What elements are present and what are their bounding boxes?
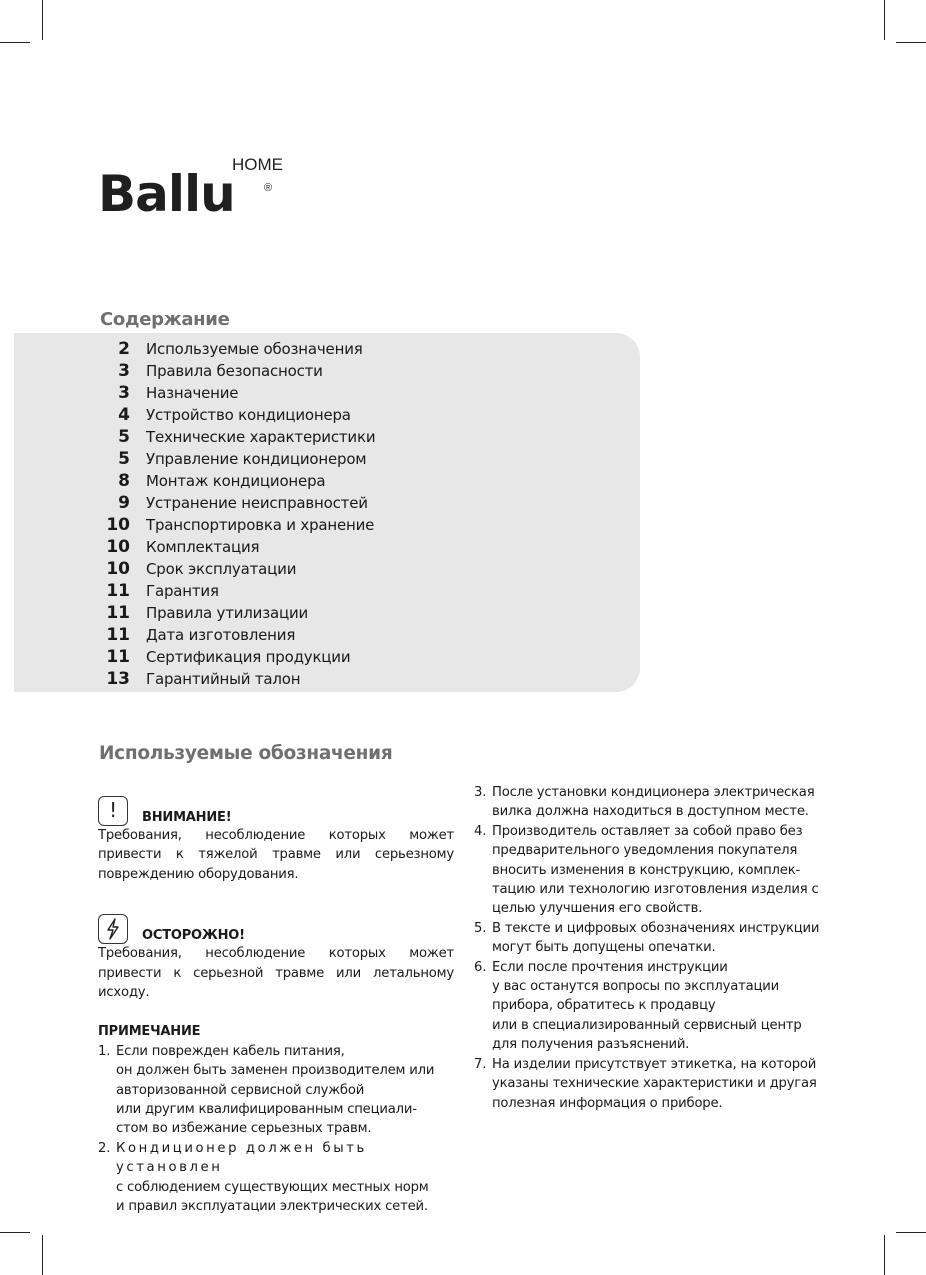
note-item-line: для получения разъяснений.	[492, 1037, 690, 1053]
contents-item	[96, 492, 375, 514]
contents-item-label: Правила утилизации	[146, 604, 309, 622]
contents-item-label: Срок эксплуатации	[146, 560, 297, 578]
contents-item-label: Правила безопасности	[146, 362, 323, 380]
contents-item	[96, 404, 375, 426]
brand-name: Ballu	[98, 165, 235, 223]
contents-item-label: Технические характеристики	[146, 428, 376, 446]
note-item-line: Производитель оставляет за собой право без	[492, 823, 803, 839]
note-item-line: полезная информация о приборе.	[492, 1095, 723, 1111]
contents-page-number: 2	[118, 339, 130, 359]
note-item-number: 6.	[474, 959, 487, 975]
contents-page-number: 11	[106, 625, 130, 645]
note-item-number: 1.	[98, 1043, 111, 1059]
contents-item-label: Транспортировка и хранение	[146, 516, 375, 534]
note-item-line: или другим квалифицированным специали-	[116, 1102, 417, 1118]
note-item-line: Если поврежден кабель питания,	[116, 1043, 345, 1059]
registered-mark: ®	[264, 182, 273, 194]
caution-title: ОСТОРОЖНО!	[142, 927, 245, 943]
contents-page-number: 4	[118, 405, 130, 425]
contents-item-label: Комплектация	[146, 538, 260, 556]
contents-item-label: Назначение	[146, 384, 239, 402]
contents-page-number: 10	[106, 515, 130, 535]
note-item-line: вилка должна находиться в доступном месте.	[492, 804, 809, 820]
contents-page-number: 5	[118, 449, 130, 469]
note-item-line: прибора, обратитесь к продавцу	[492, 998, 716, 1014]
contents-list	[96, 338, 375, 690]
note-item	[474, 783, 830, 822]
contents-item-label: Дата изготовления	[146, 626, 296, 644]
contents-item	[96, 624, 375, 646]
attention-text: Требования, несоблюдение которых может привести к тяжелой травме или серьезному повреждению оборудования.	[98, 828, 454, 882]
note-item-line: После установки кондиционера электрическая	[492, 785, 815, 800]
note-item	[98, 1042, 454, 1139]
contents-item	[96, 668, 375, 690]
attention-header	[98, 786, 454, 826]
contents-item	[96, 580, 375, 602]
crop-mark	[884, 1235, 885, 1275]
note-item-number: 2.	[98, 1140, 111, 1156]
note-title: ПРИМЕЧАНИЕ	[98, 1024, 201, 1040]
caution-text: Требования, несоблюдение которых может привести к серьезной травме или летальному исходу.	[98, 946, 454, 1001]
note-item-line: В тексте и цифровых обозначениях инструкции	[492, 920, 820, 936]
note-item-line: указаны технические характеристики и другая	[492, 1076, 817, 1092]
contents-item	[96, 382, 375, 404]
contents-title: Содержание	[100, 309, 230, 330]
contents-item	[96, 338, 375, 360]
note-item-number: 7.	[474, 1056, 487, 1072]
contents-item	[96, 360, 375, 382]
contents-page-number: 8	[118, 471, 130, 491]
contents-item-label: Устранение неисправностей	[146, 494, 368, 512]
contents-item	[96, 514, 375, 536]
symbols-title: Используемые обозначения	[99, 743, 393, 764]
contents-item	[96, 602, 375, 624]
contents-item-label: Управление кондиционером	[146, 450, 367, 468]
brand-sub: HOME	[232, 155, 283, 174]
note-item-line: целью улучшения его свойств.	[492, 901, 703, 917]
note-item	[474, 1055, 830, 1113]
contents-page-number: 5	[118, 427, 130, 447]
contents-item	[96, 470, 375, 492]
note-item-line: у вас останутся вопросы по эксплуатации	[492, 979, 779, 995]
note-item-line: тацию или технологию изготовления изделия с	[492, 882, 819, 898]
crop-mark	[0, 1232, 30, 1233]
contents-item	[96, 558, 375, 580]
note-item	[474, 822, 830, 919]
note-item-line: или в специализированный сервисный центр	[492, 1017, 802, 1033]
exclamation-icon: !	[98, 796, 128, 826]
note-item-line: могут быть допущены опечатки.	[492, 940, 716, 956]
note-item-number: 4.	[474, 823, 487, 839]
note-item-line: с соблюдением существующих местных норм	[116, 1179, 429, 1195]
note-item-line: На изделии присутствует этикетка, на которой	[492, 1056, 817, 1072]
crop-mark	[896, 42, 926, 43]
note-item-line: вносить изменения в конструкцию, комплек-	[492, 862, 801, 878]
note-item-number: 5.	[474, 920, 487, 936]
ballu-home-logo	[98, 155, 288, 223]
note-item-number: 3.	[474, 785, 487, 800]
contents-item	[96, 448, 375, 470]
crop-mark	[884, 0, 885, 40]
contents-item-label: Используемые обозначения	[146, 340, 363, 358]
contents-page-number: 10	[106, 559, 130, 579]
contents-page-number: 13	[106, 669, 130, 689]
attention-title: ВНИМАНИЕ!	[142, 809, 232, 825]
note-item	[474, 919, 830, 958]
contents-page-number: 11	[106, 581, 130, 601]
contents-item	[96, 646, 375, 668]
note-item-line: и правил эксплуатации электрических сетей.	[116, 1199, 428, 1215]
contents-item-label: Гарантия	[146, 582, 219, 600]
contents-page-number: 10	[106, 537, 130, 557]
crop-mark	[42, 1235, 43, 1275]
note-list-left	[98, 1042, 454, 1217]
contents-page-number: 11	[106, 647, 130, 667]
note-item-line: Кондиционер должен быть установлен	[116, 1140, 367, 1176]
contents-item-label: Монтаж кондиционера	[146, 472, 326, 490]
crop-mark	[0, 42, 30, 43]
right-column	[474, 783, 830, 1113]
contents-page-number: 3	[118, 361, 130, 381]
contents-item-label: Гарантийный талон	[146, 670, 301, 688]
contents-page-number: 11	[106, 603, 130, 623]
contents-page-number: 9	[118, 493, 130, 513]
crop-mark	[896, 1232, 926, 1233]
note-item-line: он должен быть заменен производителем или	[116, 1063, 435, 1079]
contents-item	[96, 426, 375, 448]
note-list-right	[474, 783, 830, 1113]
lightning-icon	[98, 914, 128, 944]
contents-item-label: Сертификация продукции	[146, 648, 351, 666]
note-item-line: Если после прочтения инструкции	[492, 959, 728, 975]
caution-header	[98, 904, 454, 944]
note-item	[474, 958, 830, 1055]
note-item-line: авторизованной сервисной службой	[116, 1082, 365, 1098]
left-column	[98, 786, 454, 1217]
crop-mark	[42, 0, 43, 40]
contents-item-label: Устройство кондиционера	[146, 406, 351, 424]
contents-item	[96, 536, 375, 558]
contents-page-number: 3	[118, 383, 130, 403]
note-item-line: предварительного уведомления покупателя	[492, 843, 798, 859]
note-item-line: стом во избежание серьезных травм.	[116, 1121, 372, 1137]
note-item	[98, 1139, 454, 1217]
